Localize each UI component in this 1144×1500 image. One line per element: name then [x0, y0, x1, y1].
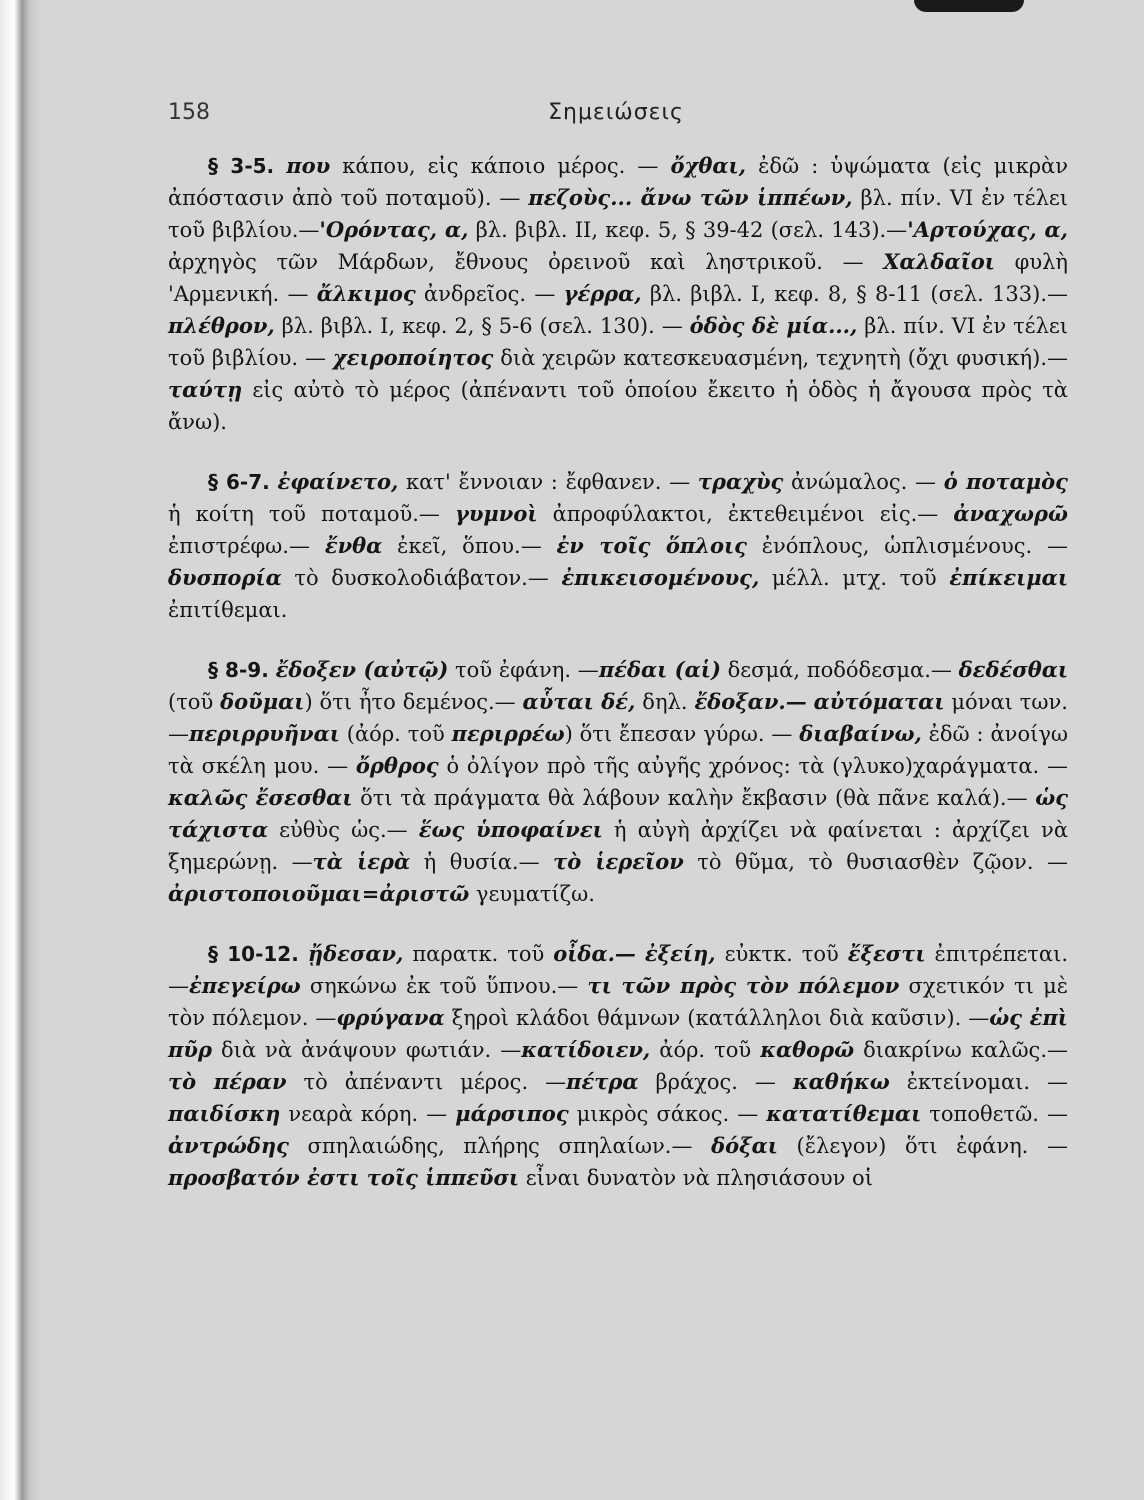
note-paragraph [168, 150, 1068, 438]
headword: πέτρα [566, 1069, 639, 1094]
headword: πλέθρον, [168, 313, 275, 338]
gloss-text: ἐπιστρέφω.— [168, 534, 325, 558]
gloss-text: σπηλαιώδης, πλήρης σπηλαίων.— [288, 1134, 712, 1158]
headword: γυμνοὶ [454, 501, 538, 526]
gloss-text: ἐκεῖ, ὅπου.— [382, 534, 557, 558]
headword: τι τῶν πρὸς τὸν πόλεμον [587, 973, 900, 998]
headword: ἔδοξαν.— [694, 689, 807, 714]
gloss-text: τοῦ ἐφάνη. — [448, 658, 599, 682]
headword: ἔξεστι [847, 941, 926, 966]
headword: δυσπορία [168, 565, 282, 590]
page-number: 158 [168, 100, 210, 125]
section-number: § 6-7. [208, 470, 270, 494]
gloss-text: ἀόρ. τοῦ [650, 1038, 761, 1062]
gloss-text: ἡ αὐγὴ ἀρχίζει νὰ φαίνεται : ἀρχίζει νὰ ξημερώνῃ. — [168, 818, 1068, 874]
headword: καθορῶ [760, 1037, 855, 1062]
headword: ταύτῃ [168, 377, 243, 402]
headword: ἐν τοῖς ὅπλοις [556, 533, 747, 558]
gloss-text: ἀνώμαλος. — [783, 470, 944, 494]
headword: διαβαίνω, [799, 721, 922, 746]
section-number: § 8-9. [208, 658, 269, 682]
headword: ὡς ἐπὶ πῦρ [168, 1005, 1068, 1062]
headword: αὐτόμαται [813, 689, 945, 714]
headword: τὰ ἱερὰ [312, 849, 411, 874]
gloss-text: βλ. βιβλ. I, κεφ. 8, § 8-11 (σελ. 133).— [641, 282, 1068, 306]
gloss-text: δηλ. [635, 690, 695, 714]
gloss-text: ) ὅτι ἦτο δεμένος.— [304, 690, 523, 714]
gloss-text: τὸ δυσκολοδιάβατον.— [281, 566, 562, 590]
headword: παιδίσκη [168, 1101, 281, 1126]
paragraph-text [168, 470, 1068, 622]
gloss-text: γευματίζω. [469, 882, 595, 906]
note-paragraph [168, 466, 1068, 626]
headword: ἐπικεισομένους, [561, 565, 760, 590]
gloss-text: (ἀόρ. τοῦ [339, 722, 452, 746]
gloss-text: ἀρχηγὸς τῶν Μάρδων, ἔθνους ὀρεινοῦ καὶ ληστρικοῦ. — [168, 250, 884, 274]
section-number: § 3-5. [208, 154, 275, 178]
headword: δεδέσθαι [958, 657, 1069, 682]
running-title: Σημειώσεις [548, 100, 684, 125]
gloss-text: μικρὸς σάκος. — [568, 1102, 767, 1126]
gloss-text: βλ. πίν. VI ἐν τέλει τοῦ βιβλίου. — [168, 314, 1068, 370]
headword: 'Ορόντας, α, [319, 217, 469, 242]
gloss-text: ἐκτείνομαι. — [889, 1070, 1069, 1094]
headword: γέρρα, [563, 281, 642, 306]
headword: ἄλκιμος [316, 281, 416, 306]
headword: περιρρέω [451, 721, 565, 746]
gloss-text: τὸ ἀπέναντι μέρος. — [286, 1070, 567, 1094]
headword: ὡς τάχιστα [168, 785, 1069, 842]
gloss-text: κάπου, εἰς κάποιο μέρος. — [330, 154, 671, 178]
gloss-text: (τοῦ [168, 690, 221, 714]
gloss-text [807, 690, 814, 714]
paragraph-text [168, 942, 1068, 1190]
note-paragraph [168, 654, 1068, 910]
headword: καθήκω [792, 1069, 890, 1094]
gloss-text: βράχος. — [638, 1070, 793, 1094]
gloss-text: ἐπιτίθεμαι. [168, 598, 288, 622]
notes-body [168, 150, 1068, 1222]
headword: ᾔδεσαν, [307, 941, 404, 966]
gloss-text: μέλλ. μτχ. τοῦ [759, 566, 950, 590]
headword: κατατίθεμαι [766, 1101, 922, 1126]
gloss-text: εἶναι δυνατὸν νὰ πλησιάσουν οἱ [519, 1166, 873, 1190]
headword: τὸ πέραν [168, 1069, 287, 1094]
gloss-text: ) ὅτι ἔπεσαν γύρω. — [564, 722, 800, 746]
headword: ὁδὸς δὲ μία..., [689, 313, 858, 338]
headword: μάρσιπος [455, 1101, 569, 1126]
gloss-text: τὸ θῦμα, τὸ θυσιασθὲν ζῷον. — [683, 850, 1068, 874]
paragraph-text [168, 154, 1068, 434]
gloss-text [636, 942, 645, 966]
headword: οἶδα.— [553, 941, 636, 966]
gloss-text: ἐδῶ : ἀνοίγω τὰ σκέλη μου. — [168, 722, 1068, 778]
paragraph-text [168, 658, 1068, 906]
gloss-text: παρατκ. τοῦ [403, 942, 554, 966]
headword: τὸ ἱερεῖον [553, 849, 684, 874]
headword: ἔνθα [324, 533, 383, 558]
gloss-text: ἐδῶ : ὑψώματα (εἰς μικρὰν ἀπόστασιν ἀπὸ τοῦ ποταμοῦ). — [168, 154, 1068, 210]
headword: φρύγανα [336, 1005, 445, 1030]
gloss-text: διὰ νὰ ἀνάψουν φωτιάν. — [211, 1038, 522, 1062]
gloss-text: ἀνδρεῖος. — [415, 282, 564, 306]
gloss-text: διακρίνω καλῶς.— [854, 1038, 1068, 1062]
page-header [168, 100, 1064, 140]
gloss-text: ἐνόπλους, ὡπλισμένους. — [746, 534, 1068, 558]
headword: αὗται δέ, [522, 689, 636, 714]
headword: ἐξείη, [644, 941, 716, 966]
headword: δοῦμαι [220, 689, 305, 714]
gloss-text: ἡ κοίτη τοῦ ποταμοῦ.— [168, 502, 455, 526]
headword: ἐφαίνετο, [277, 469, 399, 494]
gloss-text: σχετικόν τι μὲ τὸν πόλεμον. — [168, 974, 1068, 1030]
gloss-text: διὰ χειρῶν κατεσκευασμένη, τεχνητὴ (ὄχι φυσική).— [493, 346, 1068, 370]
headword: ἀναχωρῶ [953, 501, 1068, 526]
gloss-text: ἀπροφύλακτοι, ἐκτεθειμένοι εἰς.— [537, 502, 954, 526]
gloss-text: ὅτι τὰ πράγματα θὰ λάβουν καλὴν ἔκβασιν (θὰ πᾶνε καλά).— [352, 786, 1036, 810]
gloss-text: εὐθὺς ὡς.— [268, 818, 419, 842]
headword: χειροποίητος [332, 345, 494, 370]
headword: ἐπίκειμαι [949, 565, 1068, 590]
headword: τραχὺς [697, 469, 784, 494]
gloss-text: δεσμά, ποδόδεσμα.— [720, 658, 959, 682]
headword: ἕως ὑποφαίνει [418, 817, 603, 842]
note-paragraph [168, 938, 1068, 1194]
headword: 'Αρτούχας, α, [907, 217, 1068, 242]
headword: ἀριστοποιοῦμαι=ἀριστῶ [168, 881, 470, 906]
gloss-text: εὐκτκ. τοῦ [715, 942, 848, 966]
headword: Χαλδαῖοι [883, 249, 995, 274]
headword: περιρρυῆναι [189, 721, 340, 746]
headword: κατίδοιεν, [521, 1037, 651, 1062]
headword: ἔδοξεν (αὐτῷ) [275, 657, 449, 682]
headword: ἐπεγείρω [189, 973, 301, 998]
gloss-text: ὁ ὀλίγον πρὸ τῆς αὐγῆς χρόνος: τὰ (γλυκο)χαράγματα. — [438, 754, 1068, 778]
headword: ὄχθαι, [670, 153, 746, 178]
section-number: § 10-12. [208, 942, 299, 966]
gloss-text: ξηροὶ κλάδοι θάμνων (κατάλληλοι διὰ καῦσιν). — [444, 1006, 990, 1030]
book-spine-shadow [0, 0, 40, 1500]
gloss-text: βλ. πίν. VI ἐν τέλει τοῦ βιβλίου.— [168, 186, 1068, 242]
gloss-text: ἐπιτρέπεται. — [168, 942, 1069, 998]
gloss-text: φυλὴ 'Αρμενική. — [168, 250, 1068, 306]
gloss-text: τοποθετῶ. — [921, 1102, 1068, 1126]
gloss-text: σηκώνω ἐκ τοῦ ὕπνου.— [300, 974, 588, 998]
gloss-text: εἰς αὐτὸ τὸ μέρος (ἀπέναντι τοῦ ὁποίου ἔκειτο ἡ ὁδὸς ἡ ἄγουσα πρὸς τὰ ἄνω). [168, 378, 1068, 434]
headword: καλῶς ἔσεσθαι [168, 785, 353, 810]
gloss-text: βλ. βιβλ. II, κεφ. 5, § 39-42 (σελ. 143).— [468, 218, 908, 242]
gloss-text: μόναι των.— [168, 690, 1068, 746]
headword: προσβατόν ἐστι τοῖς ἱππεῦσι [168, 1165, 520, 1190]
headword: δόξαι [711, 1133, 778, 1158]
headword: ὄρθρος [355, 753, 439, 778]
gloss-text: νεαρὰ κόρη. — [280, 1102, 456, 1126]
gloss-text: κατ' ἔννοιαν : ἔφθανεν. — [398, 470, 698, 494]
headword: ἀντρώδης [168, 1133, 289, 1158]
gloss-text: (ἔλεγον) ὅτι ἐφάνη. — [777, 1134, 1068, 1158]
gloss-text: βλ. βιβλ. I, κεφ. 2, § 5-6 (σελ. 130). — [274, 314, 690, 338]
top-edge-mark [914, 0, 1024, 12]
gloss-text: ἡ θυσία.— [410, 850, 554, 874]
headword: πεζοὺς... ἄνω τῶν ἱππέων, [528, 185, 853, 210]
headword: πέδαι (αἱ) [598, 657, 721, 682]
headword: ὁ ποταμὸς [943, 469, 1068, 494]
headword: που [286, 153, 331, 178]
